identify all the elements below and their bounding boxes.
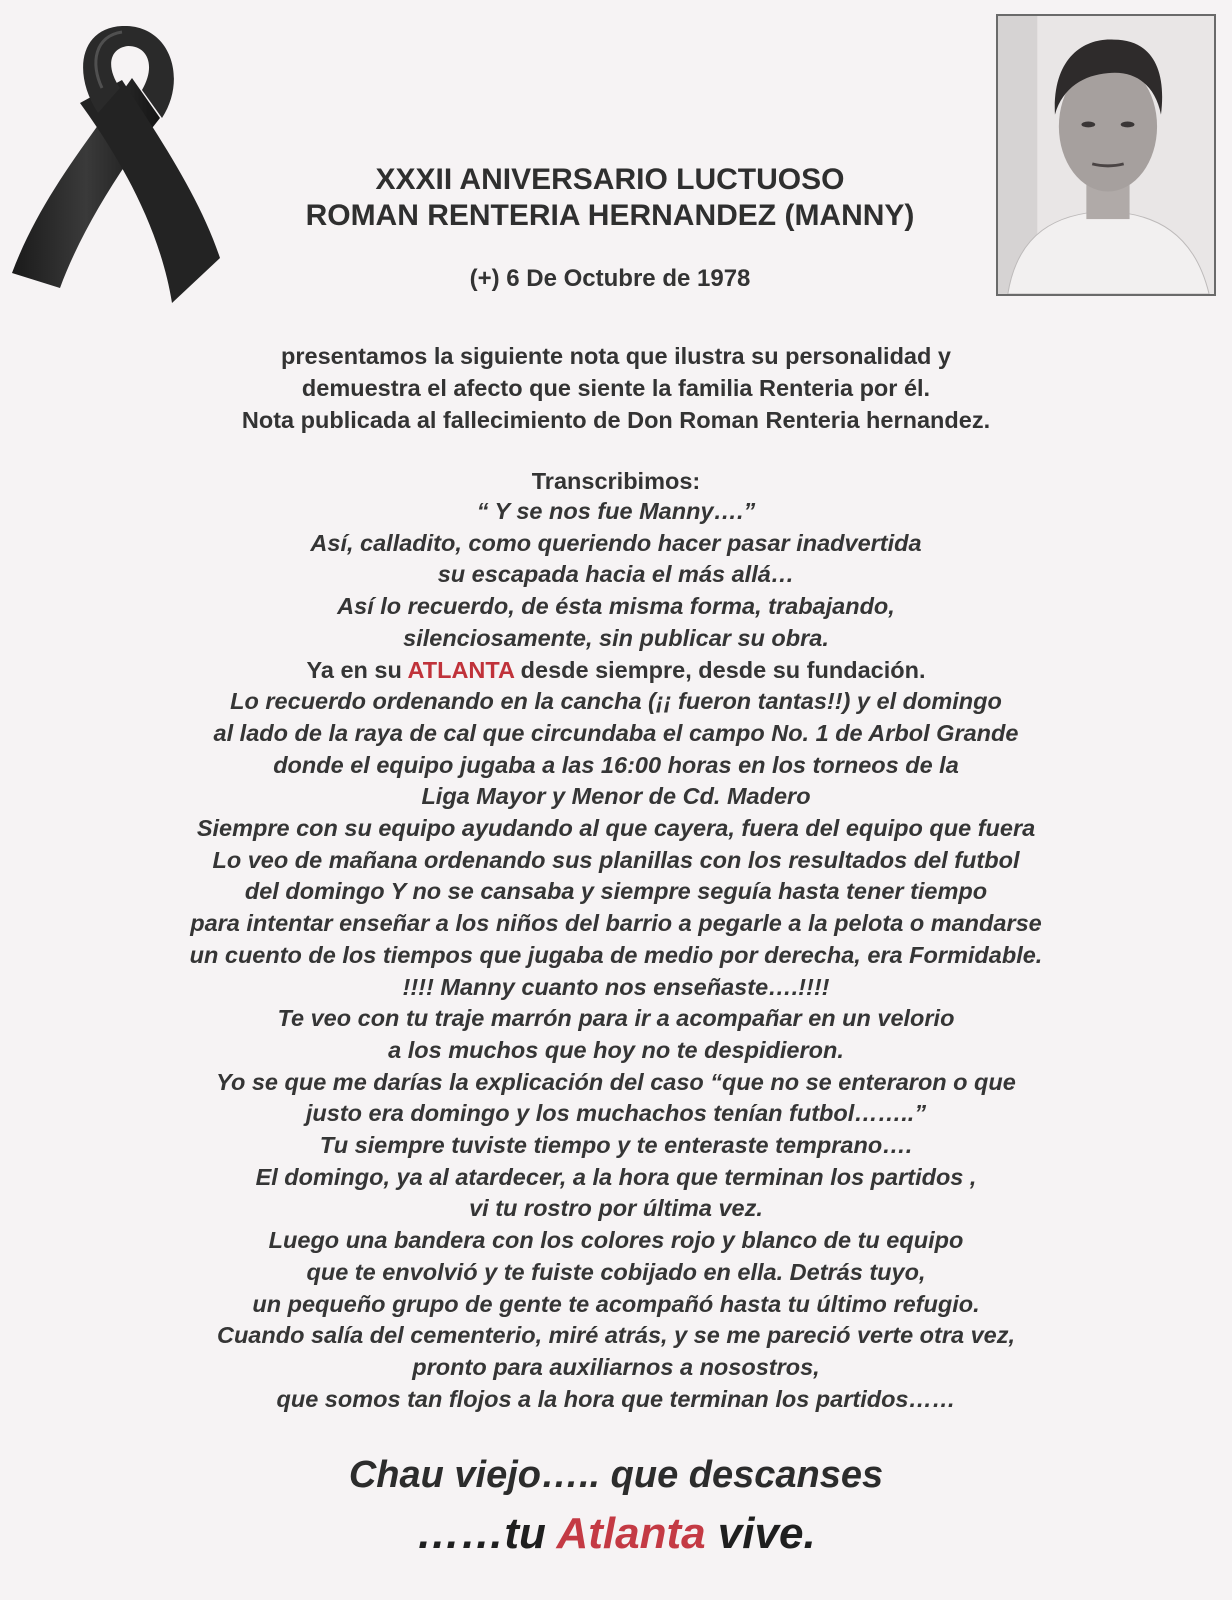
poem-line: que somos tan flojos a la hora que terminan los partidos…… [276, 1385, 956, 1412]
poem-line: un cuento de los tiempos que jugaba de medio por derecha, era Formidable. [189, 941, 1043, 968]
poem-line: donde el equipo jugaba a las 16:00 horas en los torneos de la [273, 751, 959, 778]
poem-line: del domingo Y no se cansaba y siempre seguía hasta tener tiempo [244, 878, 988, 905]
poem-line: “ Y se nos fue Manny….” [476, 498, 756, 524]
poem-line: !!!! Manny cuanto nos enseñaste….!!!! [402, 973, 830, 1000]
poem-line: Así lo recuerdo, de ésta misma forma, trabajando, [337, 593, 895, 620]
poem-line: Cuando salía del cementerio, miré atrás, y se me pareció verte otra vez, [216, 1322, 1016, 1349]
poem-line [100, 655, 1132, 687]
poem-line: vi tu rostro por última vez. [469, 1195, 763, 1222]
poem-line: Lo veo de mañana ordenando sus planillas con los resultados del futbol [212, 846, 1020, 873]
intro-line: demuestra el afecto que siente la familia Renteria por él. [301, 375, 931, 401]
poem-line: Tu siempre tuviste tiempo y te enteraste temprano…. [319, 1132, 913, 1159]
poem-line: Te veo con tu traje marrón para ir a acompañar en un velorio [277, 1005, 955, 1032]
poem-line: Liga Mayor y Menor de Cd. Madero [421, 783, 811, 810]
poem-text [100, 496, 1132, 1415]
closing-line-2 [130, 1508, 1102, 1560]
poem-line: Siempre con su equipo ayudando al que cayera, fuera del equipo que fuera [196, 815, 1036, 842]
poem-line: El domingo, ya al atardecer, a la hora que terminan los partidos , [255, 1163, 977, 1190]
poem-line: Lo recuerdo ordenando en la cancha (¡¡ fueron tantas!!) y el domingo [230, 688, 1002, 715]
closing-line-1: Chau viejo….. que descanses [348, 1454, 884, 1496]
poem-line: a los muchos que hoy no te despidieron. [388, 1036, 844, 1063]
poem-line-pre: Ya en su [306, 656, 408, 683]
poem-line: silenciosamente, sin publicar su obra. [403, 624, 829, 651]
poem-line: un pequeño grupo de gente te acompañó hasta tu último refugio. [252, 1290, 980, 1317]
atlanta-closing-highlight: Atlanta [556, 1509, 706, 1558]
intro-line: Nota publicada al fallecimiento de Don Roman Renteria hernandez. [241, 407, 991, 433]
poem-line: Así, calladito, como queriendo hacer pasar inadvertida [310, 529, 922, 556]
closing-post: vive. [705, 1509, 816, 1558]
poem-line: Yo se que me darías la explicación del caso “que no se enteraron o que [216, 1068, 1016, 1095]
title-line-2: ROMAN RENTERIA HERNANDEZ (MANNY) [305, 199, 915, 232]
atlanta-highlight: ATLANTA [407, 656, 515, 683]
transcribimos-label: Transcribimos: [531, 468, 701, 494]
closing-pre: ……tu [416, 1509, 557, 1558]
poem-line: que te envolvió y te fuiste cobijado en ella. Detrás tuyo, [306, 1258, 926, 1285]
poem-line: para intentar enseñar a los niños del barrio a pegarle a la pelota o mandarse [190, 910, 1042, 937]
poem-line: su escapada hacia el más allá… [437, 561, 795, 588]
poem-line: justo era domingo y los muchachos tenían futbol……..” [305, 1100, 927, 1127]
intro-paragraph [130, 340, 1102, 436]
mourning-ribbon-icon [10, 18, 230, 313]
title-line-1: XXXII ANIVERSARIO LUCTUOSO [375, 163, 845, 196]
portrait-photo [996, 14, 1216, 296]
intro-line: presentamos la siguiente nota que ilustra su personalidad y [281, 343, 951, 369]
death-date: (+) 6 De Octubre de 1978 [469, 265, 751, 292]
poem-line: al lado de la raya de cal que circundaba el campo No. 1 de Arbol Grande [213, 719, 1019, 746]
poem-line-post: desde siempre, desde su fundación. [514, 656, 926, 683]
poem-line: Luego una bandera con los colores rojo y blanco de tu equipo [268, 1227, 964, 1254]
poem-line: pronto para auxiliarnos a nosostros, [412, 1353, 820, 1380]
